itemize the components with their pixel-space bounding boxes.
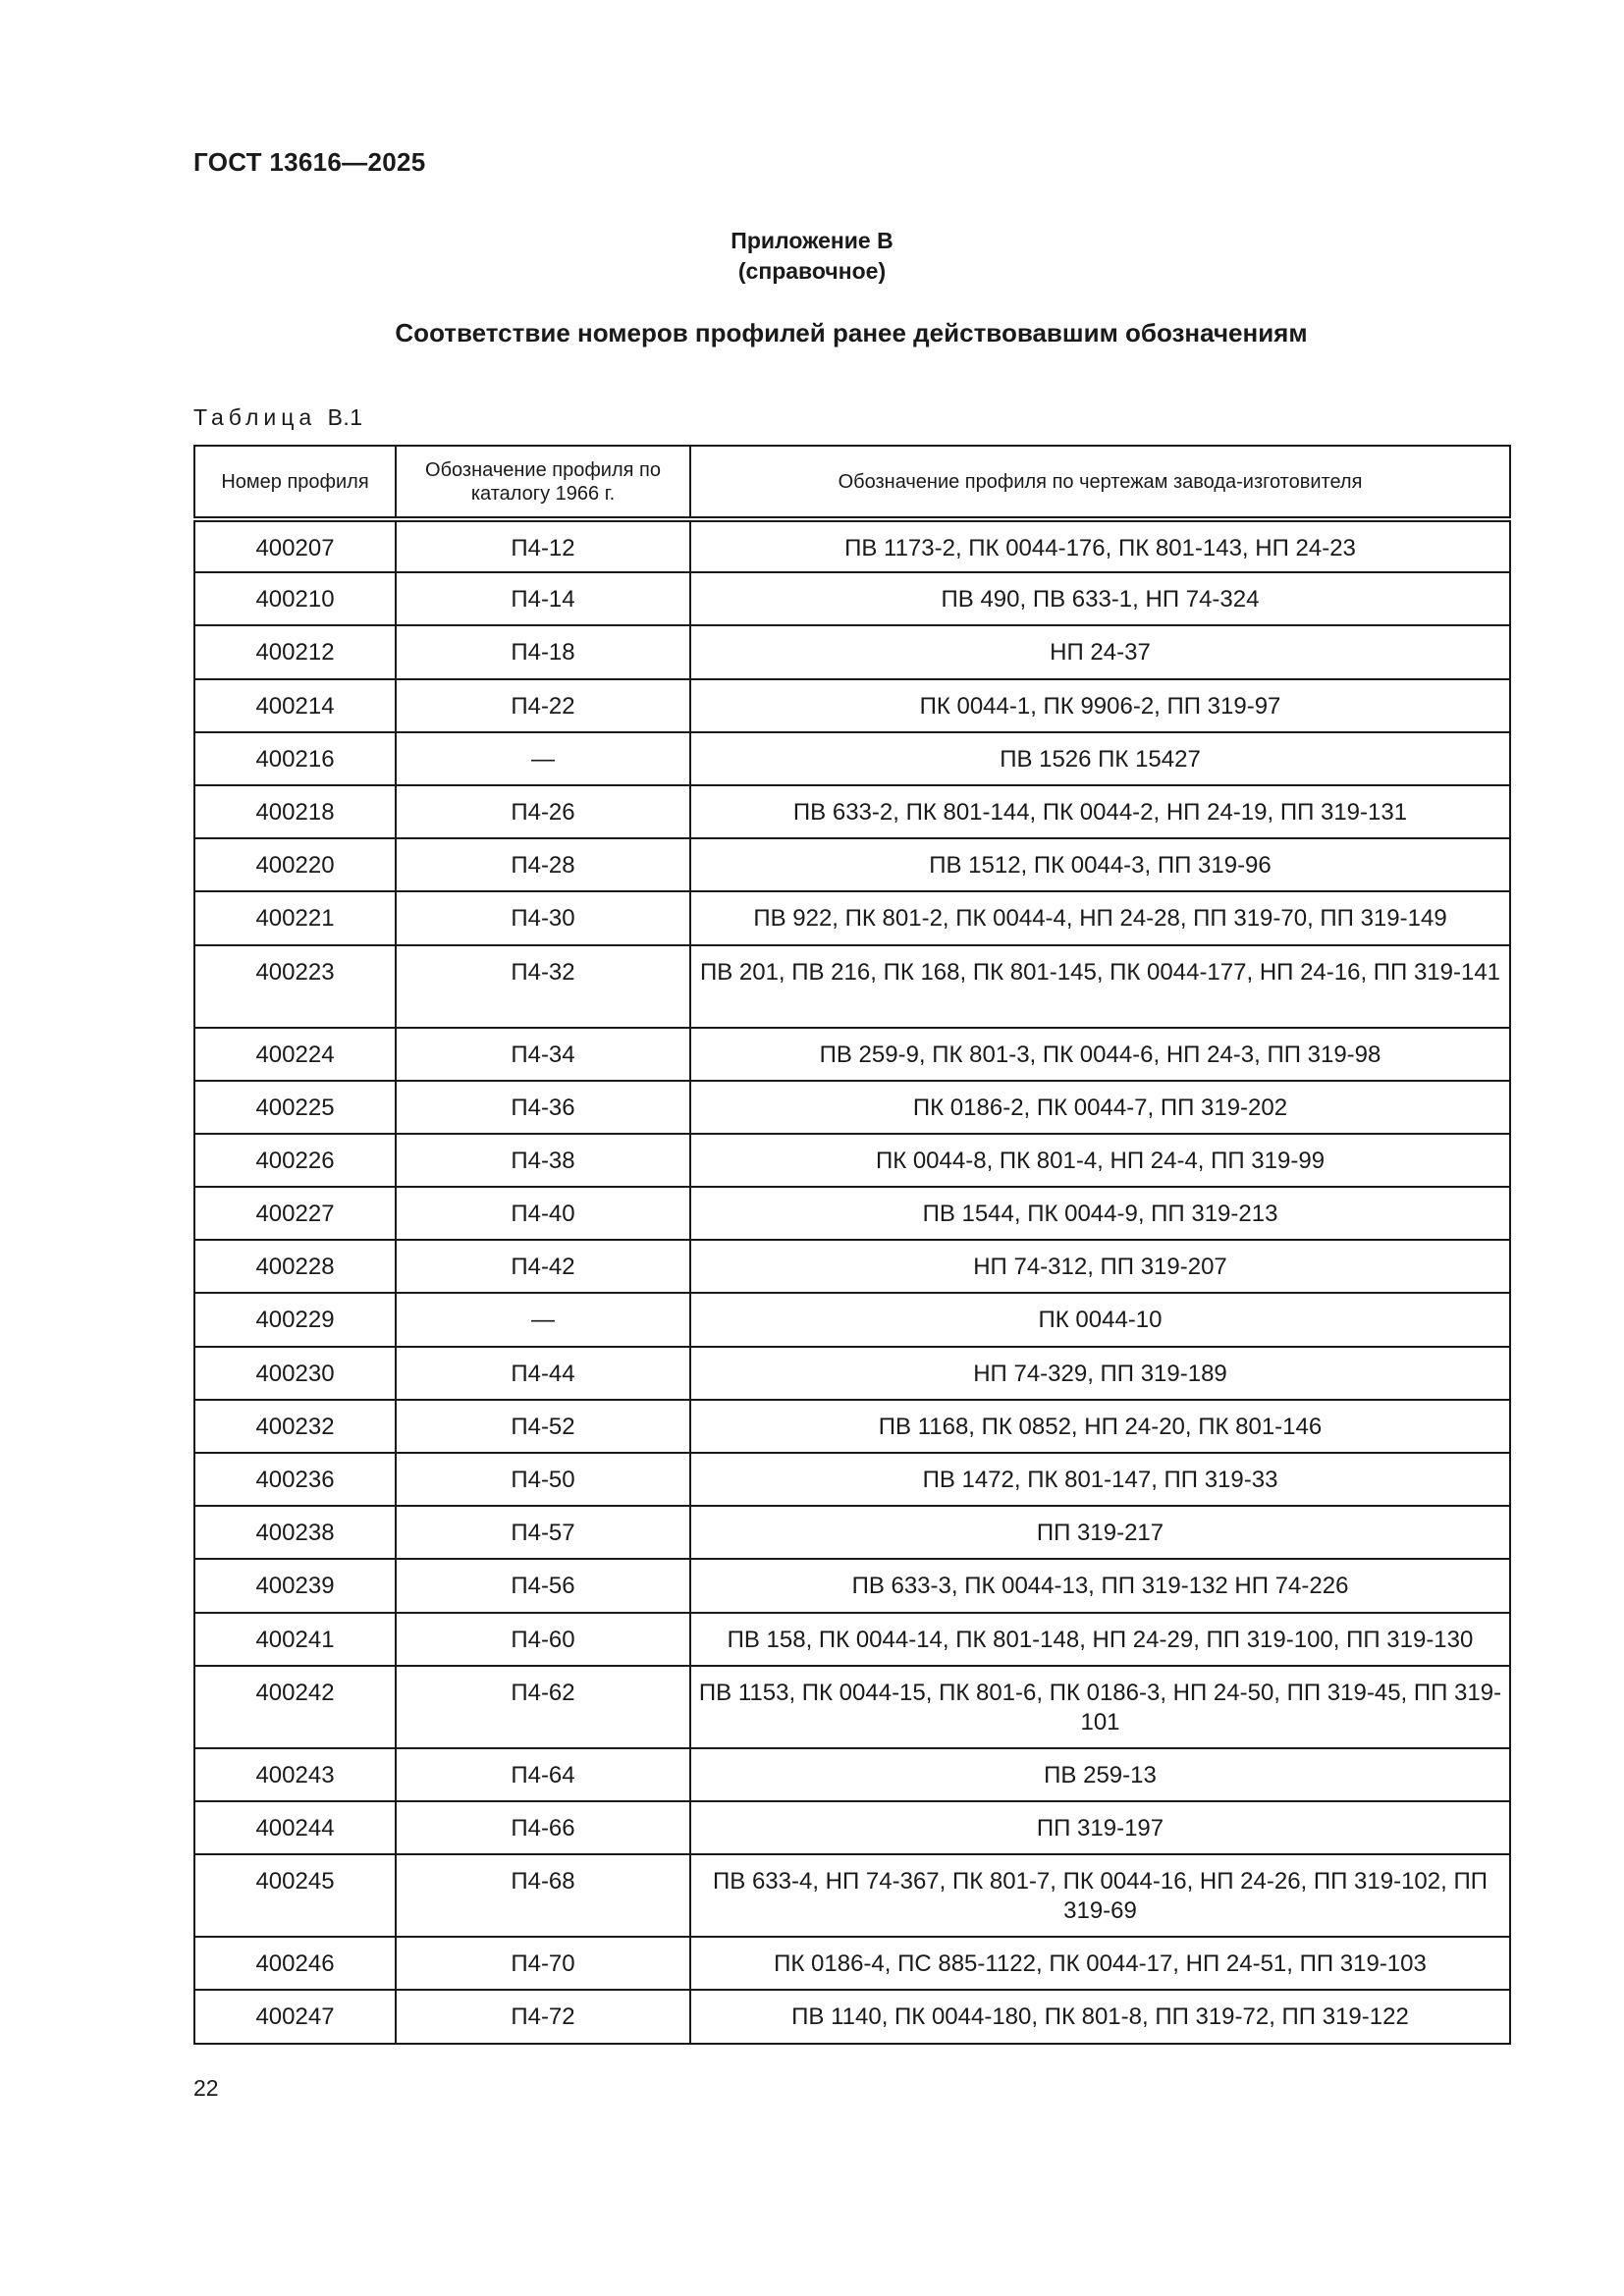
profile-table xyxy=(193,445,1511,2045)
cell-catalog-designation: П4-26 xyxy=(396,785,690,838)
table-row xyxy=(194,838,1510,891)
cell-profile-number: 400239 xyxy=(194,1559,396,1612)
column-header-catalog-1966: Обозначение профиля по каталогу 1966 г. xyxy=(396,446,690,519)
cell-profile-number: 400212 xyxy=(194,625,396,678)
cell-profile-number: 400247 xyxy=(194,1990,396,2043)
table-row xyxy=(194,1187,1510,1240)
cell-catalog-designation: П4-62 xyxy=(396,1666,690,1748)
cell-catalog-designation: П4-40 xyxy=(396,1187,690,1240)
table-row xyxy=(194,1666,1510,1748)
cell-catalog-designation: П4-70 xyxy=(396,1937,690,1990)
table-row xyxy=(194,945,1510,1028)
cell-profile-number: 400232 xyxy=(194,1400,396,1453)
cell-catalog-designation: П4-56 xyxy=(396,1559,690,1612)
cell-profile-number: 400236 xyxy=(194,1453,396,1506)
cell-factory-designation: ПП 319-217 xyxy=(690,1506,1510,1559)
cell-factory-designation: ПВ 1140, ПК 0044-180, ПК 801-8, ПП 319-72, ПП 319-122 xyxy=(690,1990,1510,2043)
cell-factory-designation: ПВ 633-4, НП 74-367, ПК 801-7, ПК 0044-16, НП 24-26, ПП 319-102, ПП 319-69 xyxy=(690,1854,1510,1937)
cell-profile-number: 400228 xyxy=(194,1240,396,1293)
cell-profile-number: 400225 xyxy=(194,1081,396,1134)
table-row xyxy=(194,1240,1510,1293)
cell-factory-designation: ПВ 633-2, ПК 801-144, ПК 0044-2, НП 24-19, ПП 319-131 xyxy=(690,785,1510,838)
cell-factory-designation: ПК 0044-1, ПК 9906-2, ПП 319-97 xyxy=(690,679,1510,732)
cell-catalog-designation: П4-28 xyxy=(396,838,690,891)
cell-factory-designation: ПВ 1173-2, ПК 0044-176, ПК 801-143, НП 24-23 xyxy=(690,519,1510,572)
cell-catalog-designation: П4-12 xyxy=(396,519,690,572)
cell-catalog-designation: — xyxy=(396,732,690,785)
table-body xyxy=(194,519,1510,2044)
cell-profile-number: 400246 xyxy=(194,1937,396,1990)
cell-factory-designation: ПВ 1168, ПК 0852, НП 24-20, ПК 801-146 xyxy=(690,1400,1510,1453)
cell-profile-number: 400245 xyxy=(194,1854,396,1937)
table-row xyxy=(194,891,1510,944)
cell-factory-designation: ПВ 1512, ПК 0044-3, ПП 319-96 xyxy=(690,838,1510,891)
cell-factory-designation: НП 24-37 xyxy=(690,625,1510,678)
cell-catalog-designation: П4-32 xyxy=(396,945,690,1028)
cell-factory-designation: ПВ 633-3, ПК 0044-13, ПП 319-132 НП 74-226 xyxy=(690,1559,1510,1612)
table-row xyxy=(194,572,1510,625)
table-row xyxy=(194,1081,1510,1134)
cell-profile-number: 400226 xyxy=(194,1134,396,1187)
cell-factory-designation: ПК 0186-4, ПС 885-1122, ПК 0044-17, НП 24-51, ПП 319-103 xyxy=(690,1937,1510,1990)
cell-profile-number: 400243 xyxy=(194,1748,396,1801)
table-caption-prefix: Таблица xyxy=(193,404,317,430)
cell-catalog-designation: П4-50 xyxy=(396,1453,690,1506)
cell-catalog-designation: П4-66 xyxy=(396,1801,690,1854)
cell-catalog-designation: П4-22 xyxy=(396,679,690,732)
cell-catalog-designation: П4-64 xyxy=(396,1748,690,1801)
cell-factory-designation: НП 74-312, ПП 319-207 xyxy=(690,1240,1510,1293)
cell-profile-number: 400238 xyxy=(194,1506,396,1559)
table-caption-number: В.1 xyxy=(327,404,363,430)
table-row xyxy=(194,1801,1510,1854)
cell-catalog-designation: П4-36 xyxy=(396,1081,690,1134)
cell-factory-designation: ПВ 1472, ПК 801-147, ПП 319-33 xyxy=(690,1453,1510,1506)
cell-factory-designation: ПВ 1526 ПК 15427 xyxy=(690,732,1510,785)
cell-factory-designation: ПП 319-197 xyxy=(690,1801,1510,1854)
table-row xyxy=(194,1400,1510,1453)
table-row xyxy=(194,1854,1510,1937)
appendix-heading xyxy=(0,226,1624,287)
cell-factory-designation: НП 74-329, ПП 319-189 xyxy=(690,1347,1510,1400)
column-header-profile-number: Номер профиля xyxy=(194,446,396,519)
cell-factory-designation: ПК 0044-10 xyxy=(690,1293,1510,1346)
cell-factory-designation: ПВ 259-13 xyxy=(690,1748,1510,1801)
cell-catalog-designation: П4-44 xyxy=(396,1347,690,1400)
cell-profile-number: 400224 xyxy=(194,1028,396,1081)
section-title xyxy=(0,318,1624,348)
cell-factory-designation: ПК 0186-2, ПК 0044-7, ПП 319-202 xyxy=(690,1081,1510,1134)
table-row xyxy=(194,1937,1510,1990)
appendix-title: Приложение В xyxy=(731,228,893,253)
table-row xyxy=(194,519,1510,572)
cell-catalog-designation: П4-34 xyxy=(396,1028,690,1081)
table-row xyxy=(194,1028,1510,1081)
cell-profile-number: 400207 xyxy=(194,519,396,572)
cell-profile-number: 400230 xyxy=(194,1347,396,1400)
table-row xyxy=(194,1748,1510,1801)
cell-profile-number: 400227 xyxy=(194,1187,396,1240)
table-row xyxy=(194,1293,1510,1346)
column-header-factory-drawings: Обозначение профиля по чертежам завода-изготовителя xyxy=(690,446,1510,519)
cell-catalog-designation: П4-18 xyxy=(396,625,690,678)
table-row xyxy=(194,625,1510,678)
cell-catalog-designation: — xyxy=(396,1293,690,1346)
cell-profile-number: 400220 xyxy=(194,838,396,891)
cell-catalog-designation: П4-68 xyxy=(396,1854,690,1937)
table-caption xyxy=(193,404,363,431)
cell-profile-number: 400214 xyxy=(194,679,396,732)
table-row xyxy=(194,1134,1510,1187)
cell-profile-number: 400241 xyxy=(194,1613,396,1666)
cell-profile-number: 400229 xyxy=(194,1293,396,1346)
cell-catalog-designation: П4-14 xyxy=(396,572,690,625)
cell-profile-number: 400244 xyxy=(194,1801,396,1854)
table-header xyxy=(194,446,1510,519)
table-header-row xyxy=(194,446,1510,519)
cell-catalog-designation: П4-57 xyxy=(396,1506,690,1559)
cell-factory-designation: ПК 0044-8, ПК 801-4, НП 24-4, ПП 319-99 xyxy=(690,1134,1510,1187)
cell-catalog-designation: П4-30 xyxy=(396,891,690,944)
table-row xyxy=(194,1990,1510,2043)
cell-profile-number: 400223 xyxy=(194,945,396,1028)
cell-factory-designation: ПВ 1544, ПК 0044-9, ПП 319-213 xyxy=(690,1187,1510,1240)
cell-factory-designation: ПВ 201, ПВ 216, ПК 168, ПК 801-145, ПК 0044-177, НП 24-16, ПП 319-141 xyxy=(690,945,1510,1028)
cell-catalog-designation: П4-38 xyxy=(396,1134,690,1187)
cell-catalog-designation: П4-42 xyxy=(396,1240,690,1293)
cell-factory-designation: ПВ 922, ПК 801-2, ПК 0044-4, НП 24-28, ПП 319-70, ПП 319-149 xyxy=(690,891,1510,944)
cell-catalog-designation: П4-72 xyxy=(396,1990,690,2043)
cell-factory-designation: ПВ 158, ПК 0044-14, ПК 801-148, НП 24-29, ПП 319-100, ПП 319-130 xyxy=(690,1613,1510,1666)
table-row xyxy=(194,732,1510,785)
cell-catalog-designation: П4-52 xyxy=(396,1400,690,1453)
cell-factory-designation: ПВ 1153, ПК 0044-15, ПК 801-6, ПК 0186-3, НП 24-50, ПП 319-45, ПП 319-101 xyxy=(690,1666,1510,1748)
table-row xyxy=(194,1347,1510,1400)
document-code: ГОСТ 13616—2025 xyxy=(193,147,426,177)
cell-profile-number: 400242 xyxy=(194,1666,396,1748)
table-row xyxy=(194,1453,1510,1506)
table-row xyxy=(194,785,1510,838)
appendix-subtitle: (справочное) xyxy=(737,258,887,284)
cell-factory-designation: ПВ 490, ПВ 633-1, НП 74-324 xyxy=(690,572,1510,625)
cell-profile-number: 400210 xyxy=(194,572,396,625)
cell-catalog-designation: П4-60 xyxy=(396,1613,690,1666)
cell-factory-designation: ПВ 259-9, ПК 801-3, ПК 0044-6, НП 24-3, ПП 319-98 xyxy=(690,1028,1510,1081)
table-row xyxy=(194,1559,1510,1612)
table-row xyxy=(194,679,1510,732)
table-row xyxy=(194,1506,1510,1559)
table-row xyxy=(194,1613,1510,1666)
cell-profile-number: 400221 xyxy=(194,891,396,944)
cell-profile-number: 400218 xyxy=(194,785,396,838)
page-number: 22 xyxy=(193,2075,219,2101)
section-title-text: Соответствие номеров профилей ранее действовавшим обозначениям xyxy=(395,318,1308,347)
cell-profile-number: 400216 xyxy=(194,732,396,785)
